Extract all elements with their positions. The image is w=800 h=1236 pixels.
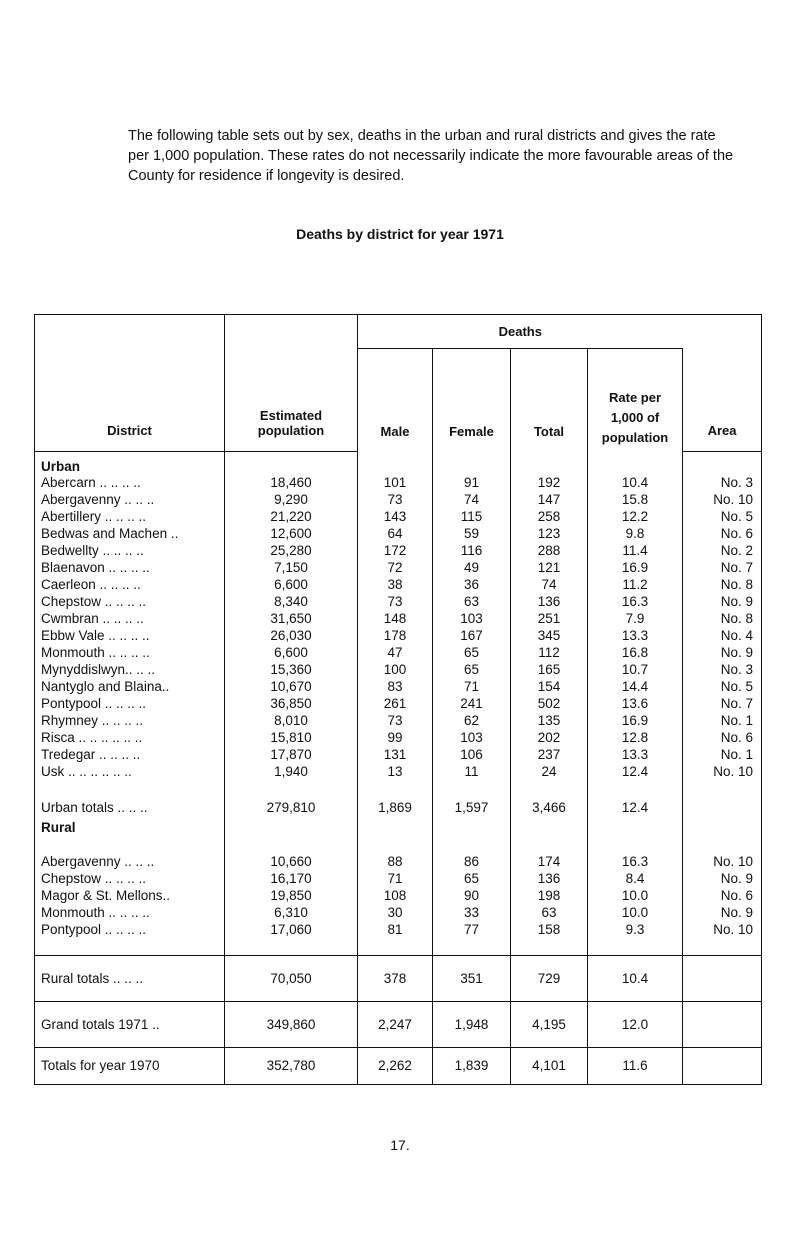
area-cell: No. 10 [683, 763, 762, 780]
spacer-cell [588, 819, 683, 836]
female-cell: 91 [433, 474, 511, 491]
female-cell: 65 [433, 644, 511, 661]
female-cell: 63 [433, 593, 511, 610]
population-cell: 9,290 [225, 491, 358, 508]
male-cell: 81 [358, 921, 433, 938]
female-cell: 1,839 [433, 1047, 511, 1084]
population-cell: 18,460 [225, 474, 358, 491]
total-cell: 198 [511, 887, 588, 904]
area-cell: No. 5 [683, 508, 762, 525]
female-cell: 11 [433, 763, 511, 780]
total-cell: 192 [511, 474, 588, 491]
male-cell: 378 [358, 955, 433, 1001]
district-cell: Pontypool .. .. .. .. [35, 921, 225, 938]
rate-cell: 11.4 [588, 542, 683, 559]
rate-cell: 16.3 [588, 853, 683, 870]
table-row [35, 712, 762, 729]
district-cell: Chepstow .. .. .. .. [35, 870, 225, 887]
spacer-cell [358, 780, 433, 797]
area-cell: No. 5 [683, 678, 762, 695]
header-district: District [35, 315, 225, 452]
spacer-cell [433, 819, 511, 836]
table-row [35, 593, 762, 610]
total-cell: 154 [511, 678, 588, 695]
rate-cell: 10.4 [588, 474, 683, 491]
male-cell: 100 [358, 661, 433, 678]
rate-cell: 12.0 [588, 1001, 683, 1047]
female-cell: 351 [433, 955, 511, 1001]
district-cell: Abercarn .. .. .. .. [35, 474, 225, 491]
total-cell: 147 [511, 491, 588, 508]
spacer-cell [588, 836, 683, 853]
total-cell: 202 [511, 729, 588, 746]
total-cell: 3,466 [511, 797, 588, 819]
table-row [35, 695, 762, 712]
population-cell: 21,220 [225, 508, 358, 525]
district-cell: Grand totals 1971 .. [35, 1001, 225, 1047]
female-cell: 1,597 [433, 797, 511, 819]
female-cell: 62 [433, 712, 511, 729]
header-rate: Rate per 1,000 of population [588, 349, 683, 452]
total-cell: 258 [511, 508, 588, 525]
rate-cell: 13.3 [588, 746, 683, 763]
total-cell: 135 [511, 712, 588, 729]
area-cell: No. 10 [683, 491, 762, 508]
district-cell: Magor & St. Mellons.. [35, 887, 225, 904]
male-cell: 30 [358, 904, 433, 921]
spacer-cell [358, 819, 433, 836]
area-cell: No. 6 [683, 887, 762, 904]
rate-cell: 9.8 [588, 525, 683, 542]
population-cell: 6,310 [225, 904, 358, 921]
district-cell: Tredegar .. .. .. .. [35, 746, 225, 763]
page-number: 17. [390, 1137, 410, 1153]
rate-cell: 16.9 [588, 712, 683, 729]
table-row [35, 610, 762, 627]
spacer-cell [588, 938, 683, 956]
rate-cell: 16.8 [588, 644, 683, 661]
rate-cell: 10.0 [588, 887, 683, 904]
district-cell: Blaenavon .. .. .. .. [35, 559, 225, 576]
total-cell: 288 [511, 542, 588, 559]
district-cell: Urban totals .. .. .. [35, 797, 225, 819]
population-cell: 31,650 [225, 610, 358, 627]
table-row [35, 491, 762, 508]
total-cell: 4,195 [511, 1001, 588, 1047]
district-cell: Monmouth .. .. .. .. [35, 904, 225, 921]
female-cell: 77 [433, 921, 511, 938]
spacer-cell [683, 780, 762, 797]
spacer-cell [225, 938, 358, 956]
male-cell: 178 [358, 627, 433, 644]
total-cell: 251 [511, 610, 588, 627]
table-row [35, 887, 762, 904]
female-cell: 116 [433, 542, 511, 559]
population-cell: 7,150 [225, 559, 358, 576]
female-cell: 49 [433, 559, 511, 576]
district-cell: Bedwas and Machen .. [35, 525, 225, 542]
district-cell: Monmouth .. .. .. .. [35, 644, 225, 661]
table-row [35, 525, 762, 542]
total-cell: 123 [511, 525, 588, 542]
female-cell: 90 [433, 887, 511, 904]
table-row [35, 542, 762, 559]
total-cell: 63 [511, 904, 588, 921]
district-cell: Abertillery .. .. .. .. [35, 508, 225, 525]
spacer-cell [683, 819, 762, 836]
total-cell: 165 [511, 661, 588, 678]
district-cell: Risca .. .. .. .. .. .. [35, 729, 225, 746]
table-row [35, 508, 762, 525]
female-cell: 65 [433, 870, 511, 887]
male-cell: 13 [358, 763, 433, 780]
female-cell: 103 [433, 610, 511, 627]
spacer-cell [433, 938, 511, 956]
male-cell: 1,869 [358, 797, 433, 819]
rate-cell: 12.8 [588, 729, 683, 746]
population-cell: 12,600 [225, 525, 358, 542]
spacer-cell [683, 836, 762, 853]
header-population: Estimated population [225, 315, 358, 452]
male-cell: 2,262 [358, 1047, 433, 1084]
spacer-cell [511, 938, 588, 956]
district-cell: Pontypool .. .. .. .. [35, 695, 225, 712]
spacer-cell [35, 836, 225, 853]
area-cell [683, 955, 762, 1001]
male-cell: 172 [358, 542, 433, 559]
spacer-cell [35, 780, 225, 797]
population-cell: 349,860 [225, 1001, 358, 1047]
table-row [35, 746, 762, 763]
grand-totals-row [35, 1001, 762, 1047]
table-row [35, 474, 762, 491]
male-cell: 47 [358, 644, 433, 661]
area-cell: No. 1 [683, 712, 762, 729]
district-cell: Totals for year 1970 [35, 1047, 225, 1084]
area-cell: No. 1 [683, 746, 762, 763]
population-cell: 15,360 [225, 661, 358, 678]
rate-cell: 11.2 [588, 576, 683, 593]
female-cell: 241 [433, 695, 511, 712]
section-label-urban: Urban [35, 452, 225, 474]
table-row [35, 921, 762, 938]
rate-cell: 13.6 [588, 695, 683, 712]
area-cell: No. 10 [683, 921, 762, 938]
female-cell: 59 [433, 525, 511, 542]
female-cell: 115 [433, 508, 511, 525]
male-cell: 108 [358, 887, 433, 904]
population-cell: 17,870 [225, 746, 358, 763]
rate-cell: 13.3 [588, 627, 683, 644]
area-cell [683, 797, 762, 819]
population-cell: 19,850 [225, 887, 358, 904]
area-cell: No. 4 [683, 627, 762, 644]
table-row [35, 678, 762, 695]
header-female: Female [433, 349, 511, 452]
population-cell: 279,810 [225, 797, 358, 819]
header-male: Male [358, 349, 433, 452]
total-cell: 136 [511, 870, 588, 887]
spacer-row [35, 780, 762, 797]
spacer-cell [511, 819, 588, 836]
section-header-row [35, 819, 762, 836]
area-cell: No. 2 [683, 542, 762, 559]
header-area: Area [683, 315, 762, 452]
population-cell: 17,060 [225, 921, 358, 938]
total-cell: 24 [511, 763, 588, 780]
table-row [35, 729, 762, 746]
population-cell: 8,010 [225, 712, 358, 729]
female-cell: 33 [433, 904, 511, 921]
total-cell: 112 [511, 644, 588, 661]
district-cell: Usk .. .. .. .. .. .. [35, 763, 225, 780]
area-cell: No. 3 [683, 474, 762, 491]
total-cell: 729 [511, 955, 588, 1001]
male-cell: 73 [358, 712, 433, 729]
header-deaths: Deaths [358, 315, 683, 349]
female-cell: 86 [433, 853, 511, 870]
spacer-cell [511, 780, 588, 797]
district-cell: Mynyddislwyn.. .. .. [35, 661, 225, 678]
spacer-row [35, 938, 762, 956]
spacer-cell [35, 938, 225, 956]
rate-cell: 12.4 [588, 763, 683, 780]
population-cell: 36,850 [225, 695, 358, 712]
female-cell: 65 [433, 661, 511, 678]
female-cell: 36 [433, 576, 511, 593]
spacer-cell [225, 819, 358, 836]
spacer-cell [511, 836, 588, 853]
area-cell: No. 6 [683, 525, 762, 542]
male-cell: 131 [358, 746, 433, 763]
header-total: Total [511, 349, 588, 452]
table-row [35, 870, 762, 887]
area-cell: No. 10 [683, 853, 762, 870]
spacer-cell [433, 780, 511, 797]
rate-cell: 16.9 [588, 559, 683, 576]
male-cell: 73 [358, 593, 433, 610]
total-cell: 345 [511, 627, 588, 644]
table-row [35, 627, 762, 644]
male-cell: 71 [358, 870, 433, 887]
section-label-rural: Rural [35, 819, 225, 836]
district-cell: Abergavenny .. .. .. [35, 491, 225, 508]
population-cell: 352,780 [225, 1047, 358, 1084]
district-cell: Ebbw Vale .. .. .. .. [35, 627, 225, 644]
area-cell: No. 9 [683, 904, 762, 921]
female-cell: 74 [433, 491, 511, 508]
spacer-cell [588, 780, 683, 797]
spacer-cell [225, 780, 358, 797]
area-cell: No. 8 [683, 610, 762, 627]
district-cell: Chepstow .. .. .. .. [35, 593, 225, 610]
district-cell: Bedwellty .. .. .. .. [35, 542, 225, 559]
area-cell [683, 1047, 762, 1084]
population-cell: 15,810 [225, 729, 358, 746]
deaths-table [34, 314, 762, 1085]
table-row [35, 644, 762, 661]
district-cell: Caerleon .. .. .. .. [35, 576, 225, 593]
male-cell: 88 [358, 853, 433, 870]
area-cell: No. 6 [683, 729, 762, 746]
table-row [35, 559, 762, 576]
totals-1970-row [35, 1047, 762, 1084]
rate-cell: 12.4 [588, 797, 683, 819]
population-cell: 10,660 [225, 853, 358, 870]
area-cell: No. 7 [683, 559, 762, 576]
table-row [35, 904, 762, 921]
table-row [35, 853, 762, 870]
spacer-cell [683, 938, 762, 956]
district-cell: Abergavenny .. .. .. [35, 853, 225, 870]
total-cell: 74 [511, 576, 588, 593]
total-cell: 4,101 [511, 1047, 588, 1084]
area-cell: No. 8 [683, 576, 762, 593]
urban-totals-row [35, 797, 762, 819]
district-cell: Rhymney .. .. .. .. [35, 712, 225, 729]
population-cell: 6,600 [225, 644, 358, 661]
rate-cell: 14.4 [588, 678, 683, 695]
population-cell: 26,030 [225, 627, 358, 644]
rate-cell: 10.4 [588, 955, 683, 1001]
spacer-cell [358, 836, 433, 853]
intro-paragraph: The following table sets out by sex, deaths in the urban and rural districts and gives the rate per 1,000 population. These rates do not necessarily indicate the more favourable areas of the County for residence if longevity is desired. [128, 128, 734, 184]
female-cell: 103 [433, 729, 511, 746]
population-cell: 25,280 [225, 542, 358, 559]
male-cell: 143 [358, 508, 433, 525]
total-cell: 502 [511, 695, 588, 712]
total-cell: 237 [511, 746, 588, 763]
total-cell: 174 [511, 853, 588, 870]
rate-cell: 8.4 [588, 870, 683, 887]
spacer-cell [433, 836, 511, 853]
male-cell: 64 [358, 525, 433, 542]
rate-cell: 7.9 [588, 610, 683, 627]
male-cell: 148 [358, 610, 433, 627]
total-cell: 158 [511, 921, 588, 938]
table-row [35, 661, 762, 678]
spacer-cell [358, 938, 433, 956]
male-cell: 2,247 [358, 1001, 433, 1047]
area-cell: No. 9 [683, 870, 762, 887]
rate-cell: 15.8 [588, 491, 683, 508]
table-row [35, 763, 762, 780]
district-cell: Cwmbran .. .. .. .. [35, 610, 225, 627]
table-title: Deaths by district for year 1971 [296, 226, 504, 242]
male-cell: 38 [358, 576, 433, 593]
male-cell: 73 [358, 491, 433, 508]
population-cell: 8,340 [225, 593, 358, 610]
female-cell: 71 [433, 678, 511, 695]
male-cell: 99 [358, 729, 433, 746]
area-cell [683, 1001, 762, 1047]
population-cell: 70,050 [225, 955, 358, 1001]
spacer-cell [225, 836, 358, 853]
total-cell: 121 [511, 559, 588, 576]
male-cell: 101 [358, 474, 433, 491]
rate-cell: 10.0 [588, 904, 683, 921]
rural-totals-row [35, 955, 762, 1001]
rate-cell: 12.2 [588, 508, 683, 525]
population-cell: 6,600 [225, 576, 358, 593]
rate-cell: 9.3 [588, 921, 683, 938]
table-body [35, 452, 762, 1085]
area-cell: No. 9 [683, 593, 762, 610]
district-cell: Nantyglo and Blaina.. [35, 678, 225, 695]
female-cell: 1,948 [433, 1001, 511, 1047]
area-cell: No. 3 [683, 661, 762, 678]
female-cell: 106 [433, 746, 511, 763]
female-cell: 167 [433, 627, 511, 644]
rate-cell: 11.6 [588, 1047, 683, 1084]
table-row [35, 576, 762, 593]
district-cell: Rural totals .. .. .. [35, 955, 225, 1001]
population-cell: 1,940 [225, 763, 358, 780]
rate-cell: 10.7 [588, 661, 683, 678]
population-cell: 10,670 [225, 678, 358, 695]
rate-cell: 16.3 [588, 593, 683, 610]
total-cell: 136 [511, 593, 588, 610]
male-cell: 83 [358, 678, 433, 695]
area-cell: No. 9 [683, 644, 762, 661]
male-cell: 72 [358, 559, 433, 576]
spacer-row [35, 836, 762, 853]
area-cell: No. 7 [683, 695, 762, 712]
male-cell: 261 [358, 695, 433, 712]
population-cell: 16,170 [225, 870, 358, 887]
